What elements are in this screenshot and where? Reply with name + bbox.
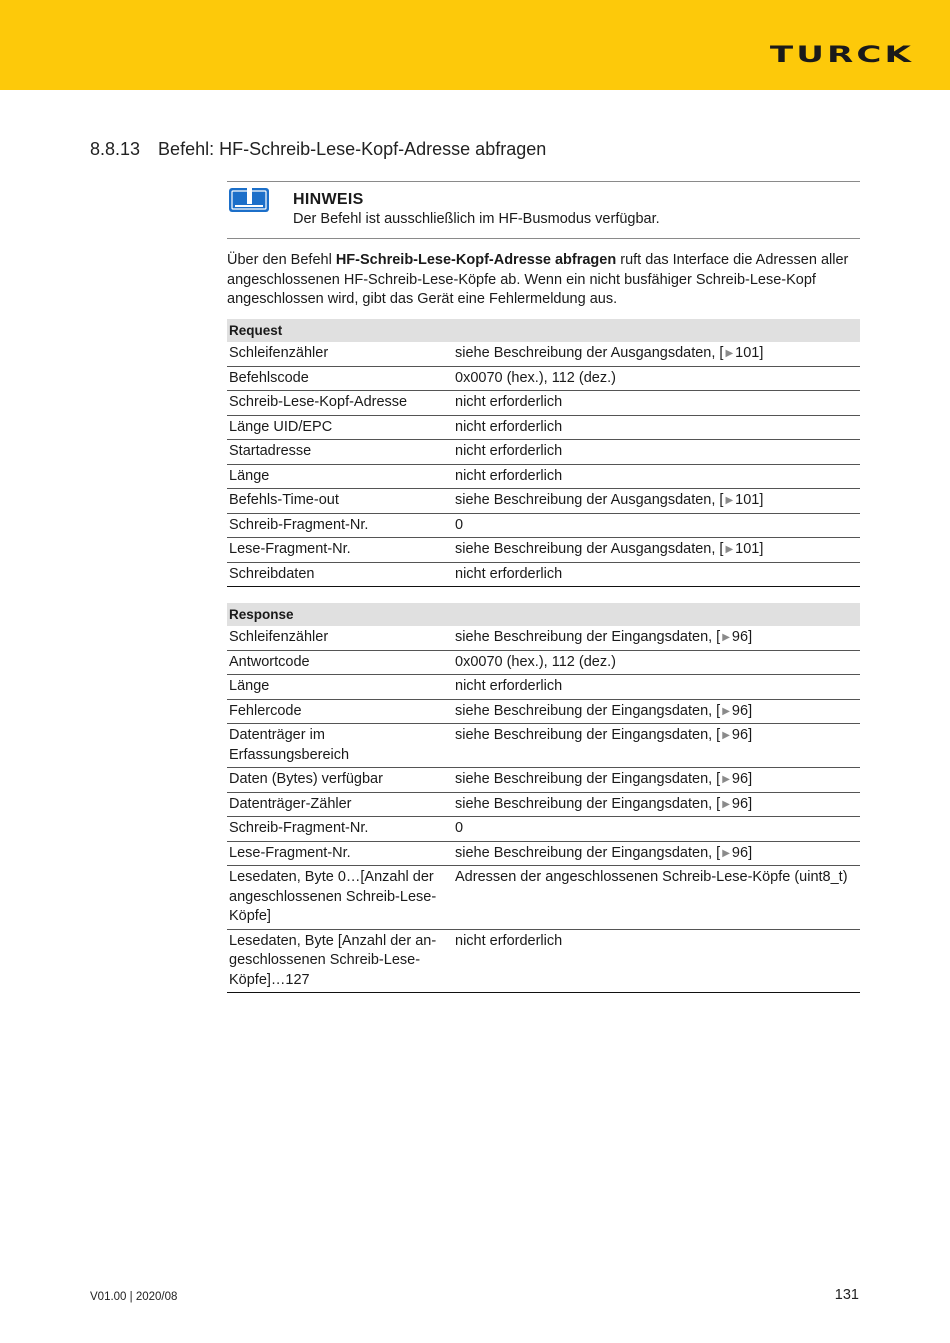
response-table-header: Response: [227, 603, 860, 626]
field-name: [227, 650, 453, 675]
field-name: [227, 464, 453, 489]
notice-text: Der Befehl ist ausschließlich im HF-Busmodus verfügbar.: [293, 211, 660, 227]
section-heading: [90, 139, 546, 160]
footer-version: V01.00 | 2020/08: [90, 1291, 178, 1303]
page-reference-link[interactable]: 96: [731, 629, 749, 645]
table-row: [227, 866, 860, 930]
field-value: siehe Beschreibung der Ausgangsdaten, [ ▶ 101]: [453, 342, 860, 366]
field-name-line: Schleifenzähler: [229, 629, 329, 645]
field-name: [227, 489, 453, 514]
field-value: siehe Beschreibung der Ausgangsdaten, [ ▶ 101]: [453, 538, 860, 563]
response-table: [227, 603, 860, 993]
intro-text-after: ruft das Interface die Adressen aller angeschlossenen HF-Schreib-Lese-Köpfe ab. Wenn ein nicht busfähiger Schreib-Lese-Kopf angeschlossen wird, gibt das Gerät eine Fehlermeldung aus.: [227, 252, 849, 307]
field-name: [227, 866, 453, 930]
field-value-text: siehe Beschreibung der Ausgangsdaten,: [455, 345, 716, 361]
field-name-line: Antwortcode: [229, 653, 310, 670]
cross-reference-arrow-icon: ▶: [725, 544, 734, 555]
field-name: [227, 841, 453, 866]
field-value-text: 0x0070 (hex.), 112 (dez.): [455, 369, 616, 386]
field-value: siehe Beschreibung der Eingangsdaten, [ ▶ 96]: [453, 724, 860, 768]
field-name-line: Länge: [229, 678, 270, 694]
field-value: siehe Beschreibung der Ausgangsdaten, [ ▶ 101]: [453, 489, 860, 514]
field-value-text: 0: [455, 516, 464, 533]
field-name: [227, 342, 453, 366]
field-name-line: Köpfe]: [229, 908, 271, 924]
field-name: [227, 391, 453, 416]
cross-reference-arrow-icon: ▶: [722, 730, 730, 741]
page-reference-link[interactable]: 96: [731, 844, 749, 861]
field-value: siehe Beschreibung der Eingangsdaten, [ ▶ 96]: [453, 792, 860, 817]
field-value-text: nicht erforderlich: [455, 394, 563, 410]
field-name-line: Schreibdaten: [229, 565, 315, 582]
field-name: [227, 675, 453, 700]
field-name-line: angeschlossenen Schreib-Lese-: [229, 888, 437, 905]
table-row: [227, 768, 860, 793]
book-icon: [229, 188, 269, 214]
field-value: [453, 513, 860, 538]
request-table-header: Request: [227, 319, 860, 342]
field-value-text: nicht erforderlich: [455, 565, 563, 582]
field-value-text: nicht erforderlich: [455, 678, 563, 694]
table-row: [227, 562, 860, 587]
page-reference-link[interactable]: 101: [735, 345, 760, 361]
field-value: [453, 817, 860, 842]
field-value-text: siehe Beschreibung der Ausgangsdaten,: [455, 541, 716, 557]
cross-reference-arrow-icon: ▶: [722, 847, 730, 859]
table-row: [227, 464, 860, 489]
field-name: [227, 768, 453, 793]
table-row: [227, 513, 860, 538]
field-value-text: nicht erforderlich: [455, 418, 563, 435]
cross-reference-arrow-icon: ▶: [725, 348, 734, 359]
field-value-text: siehe Beschreibung der Eingangsdaten,: [455, 727, 713, 743]
table-row: [227, 724, 860, 768]
field-name: [227, 929, 453, 993]
field-name-line: Schleifenzähler: [229, 345, 329, 361]
brand-logo: TURCK: [769, 43, 914, 68]
field-name-line: Schreib-Fragment-Nr.: [229, 820, 369, 836]
field-name: [227, 817, 453, 842]
notice-box: [227, 181, 860, 239]
field-value: [453, 929, 860, 993]
field-name-line: Befehls-Time-out: [229, 492, 339, 508]
cross-reference-arrow-icon: ▶: [722, 632, 730, 643]
table-row: [227, 440, 860, 465]
field-name: [227, 440, 453, 465]
cross-reference-arrow-icon: ▶: [725, 495, 734, 506]
field-value: [453, 464, 860, 489]
request-table: [227, 319, 860, 587]
field-value-text: Adressen der angeschlossenen Schreib-Lese-Köpfe (uint8_t): [455, 869, 848, 885]
section-number: 8.8.13: [90, 139, 141, 159]
cross-reference-arrow-icon: ▶: [722, 774, 730, 785]
field-value-text: siehe Beschreibung der Eingangsdaten,: [455, 771, 713, 787]
field-name-line: Länge UID/EPC: [229, 418, 333, 435]
field-name-line: Erfassungsbereich: [229, 746, 350, 763]
field-name: [227, 699, 453, 724]
field-value: [453, 440, 860, 465]
field-name: [227, 626, 453, 650]
field-value-text: siehe Beschreibung der Eingangsdaten,: [455, 629, 713, 645]
field-name-line: Köpfe]…127: [229, 971, 310, 988]
table-row: [227, 342, 860, 366]
table-row: [227, 489, 860, 514]
table-row: [227, 650, 860, 675]
table-row: [227, 626, 860, 650]
field-value-text: nicht erforderlich: [455, 467, 563, 484]
field-value: [453, 366, 860, 391]
intro-command-name: HF-Schreib-Lese-Kopf-Adresse abfragen: [335, 252, 617, 268]
table-row: [227, 415, 860, 440]
field-name-line: Lese-Fragment-Nr.: [229, 541, 351, 557]
field-name-line: Befehlscode: [229, 369, 309, 386]
table-row: [227, 841, 860, 866]
field-name-line: Schreib-Fragment-Nr.: [229, 516, 369, 533]
field-name-line: Fehlercode: [229, 702, 302, 719]
field-value: [453, 866, 860, 930]
field-name: [227, 562, 453, 587]
table-row: [227, 817, 860, 842]
table-row: [227, 929, 860, 993]
table-row: [227, 675, 860, 700]
table-row: [227, 538, 860, 563]
field-name: [227, 538, 453, 563]
table-row: [227, 366, 860, 391]
field-name: [227, 792, 453, 817]
table-row: [227, 699, 860, 724]
field-value: [453, 391, 860, 416]
field-name-line: Lese-Fragment-Nr.: [229, 844, 351, 861]
field-name: [227, 513, 453, 538]
page-reference-link[interactable]: 101: [735, 541, 760, 557]
field-value: [453, 650, 860, 675]
page-number: 131: [834, 1287, 859, 1303]
field-value: [453, 562, 860, 587]
field-value-text: 0x0070 (hex.), 112 (dez.): [455, 653, 616, 670]
table-row: [227, 391, 860, 416]
table-row: [227, 792, 860, 817]
field-value-text: nicht erforderlich: [455, 443, 563, 459]
field-value: siehe Beschreibung der Eingangsdaten, [ ▶ 96]: [453, 768, 860, 793]
field-value-text: siehe Beschreibung der Eingangsdaten,: [455, 844, 713, 861]
notice-title: HINWEIS: [293, 191, 364, 208]
header-band: [0, 0, 950, 90]
field-name-line: geschlossenen Schreib-Lese-: [229, 952, 421, 968]
intro-paragraph: [227, 251, 863, 310]
field-value: siehe Beschreibung der Eingangsdaten, [ ▶ 96]: [453, 841, 860, 866]
field-value-text: siehe Beschreibung der Ausgangsdaten,: [455, 492, 716, 508]
section-title: Befehl: HF-Schreib-Lese-Kopf-Adresse abfragen: [158, 139, 547, 159]
intro-text-before: Über den Befehl: [227, 252, 336, 268]
field-name-line: Lesedaten, Byte 0…[Anzahl der: [229, 869, 434, 885]
field-value-text: nicht erforderlich: [455, 932, 563, 949]
field-name: [227, 366, 453, 391]
field-name-line: Daten (Bytes) verfügbar: [229, 771, 383, 787]
field-name: [227, 415, 453, 440]
page-reference-link[interactable]: 96: [731, 702, 749, 719]
field-name-line: Datenträger-Zähler: [229, 795, 352, 812]
page-reference-link[interactable]: 96: [731, 727, 749, 743]
field-name-line: Startadresse: [229, 443, 312, 459]
field-name-line: Schreib-Lese-Kopf-Adresse: [229, 394, 408, 410]
page-reference-link[interactable]: 101: [735, 492, 760, 508]
field-value: siehe Beschreibung der Eingangsdaten, [ ▶ 96]: [453, 699, 860, 724]
cross-reference-arrow-icon: ▶: [722, 705, 730, 717]
field-name: [227, 724, 453, 768]
field-name-line: Datenträger im: [229, 727, 325, 743]
field-value: [453, 415, 860, 440]
field-name-line: Länge: [229, 467, 270, 484]
page-reference-link[interactable]: 96: [731, 771, 749, 787]
field-value-text: siehe Beschreibung der Eingangsdaten,: [455, 702, 713, 719]
field-value: siehe Beschreibung der Eingangsdaten, [ ▶ 96]: [453, 626, 860, 650]
cross-reference-arrow-icon: ▶: [722, 798, 730, 810]
field-name-line: Lesedaten, Byte [Anzahl der an-: [229, 932, 437, 949]
field-value: [453, 675, 860, 700]
field-value-text: siehe Beschreibung der Eingangsdaten,: [455, 795, 713, 812]
page-reference-link[interactable]: 96: [731, 795, 749, 812]
field-value-text: 0: [455, 820, 464, 836]
